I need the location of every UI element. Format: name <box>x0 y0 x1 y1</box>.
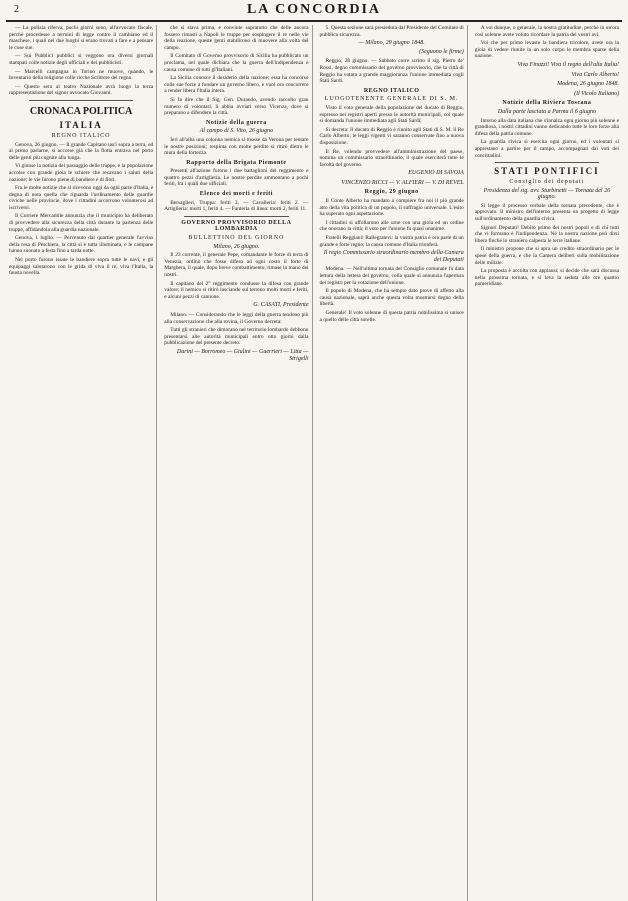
paragraph: Genova, 26 giugno. — Il grande Capitano uscì sopra a terra, ed al primo parlarne, si accorse già che la flotta entrava nel porto delle genti più cognite alla lunga. <box>9 141 154 161</box>
signature: Il regio Commissario straordinario membro della Camera dei Deputati <box>323 250 464 263</box>
casualty-list-heading: Elenco dei morti e feriti <box>199 191 273 198</box>
column-1 <box>6 25 157 901</box>
paragraph: Genova, 1 luglio. — Pervenuto dal quartier generale l'avviso della resa di Peschiera, la città si è tutta illuminata, e le campane hanno suonato a festa fino a tarda notte. <box>9 235 154 255</box>
divider <box>495 162 599 163</box>
paragraph: Il Corriere Mercantile annunzia che il municipio ha deliberato di provvedere alla sicurezza della città durante la partenza delle truppe, affidandola alla guardia nazionale. <box>9 213 154 233</box>
dateline: Presidenza del sig. avv. Sturbinetti — Tornata del 26 giugno. <box>483 187 611 201</box>
country-heading: ITALIA <box>59 119 103 130</box>
bulletin-heading: BULLETTINO DEL GIORNO <box>188 235 285 242</box>
military-heading: Notizie della guerra <box>206 119 267 126</box>
masthead-title: LA CONCORDIA <box>246 2 382 17</box>
paragraph: Il ministro propone che si apra un credito straordinario per le spese della guerra, e che la Camera deliberi sulla mobilitazione delle milizie. <box>474 246 619 266</box>
paragraph: Il 23 corrente, il generale Pepe, comandante le forze di terra di Venezia, ordinò che fosse difeso ad ogni costo il forte di Marghera, il quale, dopo breve combattimento, rimase in mano dei nostri. <box>164 252 309 278</box>
paragraph: — La polizia riferva, pochi giorni sono, all'avvocato fiscale, perchè procedesse a termini di legge contro il cambiano ed il maschese, i quali nei due luoghi si erano trovati a fare e a pensare le cose sue. <box>9 25 154 51</box>
paragraph: che si stava prima, e convinte sopratutto che delle ancora fossero rimasti a Napoli le truppe per sospingere il re nelle vie della reazione, queste genti stabilirono di muovere alla volta del campo. <box>164 25 309 51</box>
paragraph: Reggio, 28 giugno. — Sabbato corre scritto il sig. Pietro de' Rossi, degno commissario del governo provvisorio, che la città di Reggio ha votato a grande maggioranza l'unione immediata cogli Stati Sardi. <box>319 58 464 85</box>
signature: Durini — Borromeo — Giulini — Guerrieri — Litta — Strigelli <box>176 348 309 362</box>
decree-subheading: LUOGOTENENTE GENERALE DI S. M. <box>324 96 459 103</box>
report-heading: Rapporto della Brigata Piemonte <box>186 159 287 166</box>
signature: Viva Carlo Alberto! <box>571 71 619 78</box>
paragraph: Modena. — Nell'ultima tornata del Consiglio comunale fu data lettura della lettera del governo, colla quale si annunzia l'apertura dei registri per la votazione dell'unione. <box>319 266 464 286</box>
paragraph: Si legge il processo verbale della tornata precedente, che è approvato. Il ministro dell'interno presenta un progetto di legge sull'ordinamento della guardia civica. <box>474 202 619 223</box>
section-heading: STATI PONTIFICI <box>494 166 600 177</box>
assembly-heading: Consiglio dei deputati <box>509 179 585 186</box>
kingdom-heading: REGNO ITALICO <box>51 132 111 139</box>
paragraph: Il Re, volendo provvedere all'amministrazione del paese, nomina un commissario straordinario, il quale eserciterà tutte le facoltà del governo. <box>319 148 464 168</box>
paragraph: Milano. — Considerando che le leggi della guerra tendono più alla conservazione che alla rovina, il Governo decreta: <box>164 311 309 325</box>
paragraph: La proposta è accolta con applausi; si decide che sarà discussa nella prossima tornata, e si leva la seduta alle ore quattro pomeridiane. <box>474 268 619 288</box>
paragraph: — Questo sera al teatro Nazionale avrà luogo la terza rappresentazione del signor avvocato Giovanni. <box>9 83 154 97</box>
paragraph: Ieri all'alba una colonna nemica si mosse da Verona per tentare le nostre posizioni; respinta con molte perdite si ritirò dietro le mura della fortezza. <box>164 136 309 157</box>
signature: (Seguono le firme) <box>419 48 464 55</box>
paragraph: Il Comitato di Governo provvisorio di Sicilia ha pubblicato un proclama, nel quale dichiara che la guerra dell'indipendenza è causa comune di tutti gl'Italiani. <box>164 53 309 73</box>
dateline: Al campo di S. Vito, 26 giugno <box>199 128 273 135</box>
government-heading: GOVERNO PROVVISORIO DELLA LOMBARDIA <box>181 219 292 233</box>
signature: VINCENZO RICCI — V. ALFIERI — V. DI REVEL <box>341 179 464 186</box>
paragraph: A voi dunque, o generale, la nostra gratitudine, perchè in un'ora così solenne avete voluto ricordare la patria dei vostri avi. <box>474 25 619 38</box>
paragraph: La Sicilia conosce il desiderio della nazione; essa ha concorso colle sue forze a fondare un governo libero, e vuol ora concorrere a render libera l'Italia intera. <box>164 75 309 95</box>
paragraph: Si decreta: Il ducato di Reggio è riunito agli Stati di S. M. il Re Carlo Alberto; le leggi vigenti vi saranno conservate fino a nuova disposizione. <box>319 126 464 146</box>
paragraph: Intorno alla data italiana che s'innalza ogni giorno più solenne e grandiosa, i nostri cittadini vanno dedicando tutte le loro forze alla difesa della patria comune. <box>474 117 619 137</box>
column-2 <box>161 25 312 901</box>
paragraph: Vi giunse la notizia del passaggio delle truppe, e la popolazione accolse con grande gioia le schiere che recavano i saluti della nazione; le vie furono piene di bandiere e di fiori. <box>9 163 154 183</box>
dateline: Milano, 26 giugno. <box>213 243 260 250</box>
paragraph: Si fa dire che il Sig. Gen. Durando, avendo raccolto gran numero di volontari, li abbia avviati verso Vicenza, dove si preparano a difendere la città. <box>164 96 309 117</box>
paragraph: Signori Deputati! Debito primo dei nostri popoli e di chi tutti che vi formano è l'indipendenza. Né la nostra nazione può dirsi libera finché lo straniero calpesta le terre italiane. <box>474 224 619 244</box>
divider <box>29 100 133 101</box>
news-heading: Notizie della Riviera Toscana <box>502 100 592 107</box>
paragraph: — Marcelli campagna in Torino ne muove, quando, le Inventario della religione colle ricche Scrittore del regno. <box>9 68 154 82</box>
decree-heading: REGNO ITALICO <box>363 87 420 94</box>
paragraph: Fra le molte notizie che si ricevono oggi da ogni parte d'Italia, è degna di nota quella che riguarda l'ordinamento delle guardie civiche nelle provincie, dove i cittadini accorrono volonterosi ad iscriversi. <box>9 185 154 211</box>
paragraph: Il Conte Alberto ha mandato a compiere fra noi il più grande atto della vita politica di un popolo, il suffragio universale. L'esito ha superato ogni aspettazione. <box>319 198 464 218</box>
dateline: Dalla parte lasciata a Parma il 6 giugno <box>497 108 596 115</box>
reggio-heading: Reggio, 29 giugno <box>364 189 419 196</box>
paragraph: Il popolo di Modena, che ha sempre dato prove di affetto alla causa nazionale, saprà anche questa volta mostrarsi degno della libertà. <box>319 288 464 308</box>
page-number: 2 <box>14 4 19 15</box>
paragraph: Generale! Il voto solenne di questa patria nobilissima si unisce a quello delle città sorelle. <box>319 309 464 323</box>
paragraph: Tutti gli stranieri che dimorano nel territorio lombardo debbono presentarsi alle autorità municipali entro otto giorni dalla pubblicazione del presente decreto. <box>164 327 309 347</box>
dateline: — Milano, 29 giugno 1848. <box>358 40 425 47</box>
signature: EUGENIO DI SAVOIA <box>408 170 464 177</box>
paragraph: Voi che per primo levaste la bandiera tricolore, avete ora la gioia di vedere riunite in un solo corpo le membra sparse della nazione. <box>474 40 619 60</box>
paragraph: La guardia civica si esercita ogni giorno, ed i volontari si apprestano a partire per il campo, accompagnati dai voti dei concittadini. <box>474 139 619 159</box>
signature: G. CASATI, Presidente <box>253 302 309 309</box>
paragraph: I cittadini si affollarono alle urne con una gioia ed un ordine che onorano la città; il voto per l'unione fu quasi unanime. <box>319 219 464 233</box>
paragraph: 5. Questa sezione sarà presieduta dal Presidente del Comitato di pubblica sicurezza. <box>319 25 464 38</box>
signature: (Il Vicolo Italiano) <box>574 90 619 97</box>
paragraph: Nel porto furono issate le bandiere sopra tutte le navi, e gli equipaggi salutarono con le grida di viva il re, viva l'Italia, la fausta novella. <box>9 257 154 277</box>
paragraph: Presenti all'azione furono i due battaglioni del reggimento e quattro pezzi d'artiglieria. Le nostre perdite ammontano a pochi feriti, fra i quali due ufficiali. <box>164 168 309 188</box>
paragraph: Visto il voto generale della popolazione del ducato di Reggio, espresso nei registri aperti presso le autorità municipali, col quale si domanda l'unione immediata agli Stati Sardi; <box>319 104 464 125</box>
signature: Viva Finazzi! Viva il regno dell'alta Italia! <box>517 61 619 68</box>
column-3 <box>317 25 468 901</box>
column-4 <box>472 25 622 901</box>
paragraph: Bersaglieri, Truppa: feriti 3. — Cavalleria: feriti 2. — Artiglieria: morti 1, feriti 4. — Fanteria di linea: morti 2, feriti 11. <box>164 199 309 213</box>
paragraph: Il capitano del 2° reggimento condusse la difesa con grande valore; il nemico si ritirò lasciando sul terreno molti morti e feriti, e alcuni pezzi di cannone. <box>164 280 309 300</box>
paragraph: — Sui Pubblici pubblici si veggono ora diversi giornali stampati colle notizie degli ufficiali e dei pubblicisti. <box>9 53 154 66</box>
section-heading: CRONACA POLITICA <box>29 105 133 117</box>
page-header <box>6 0 622 22</box>
divider <box>184 216 288 217</box>
date-signature: Modena, 26 giugno 1848. <box>557 81 619 88</box>
paragraph: Fratelli Reggiani! Rallegratevi: la vostra patria è ora parte di un grande e forte regno; la causa comune d'Italia trionferà. <box>319 235 464 248</box>
article-columns <box>6 25 622 901</box>
